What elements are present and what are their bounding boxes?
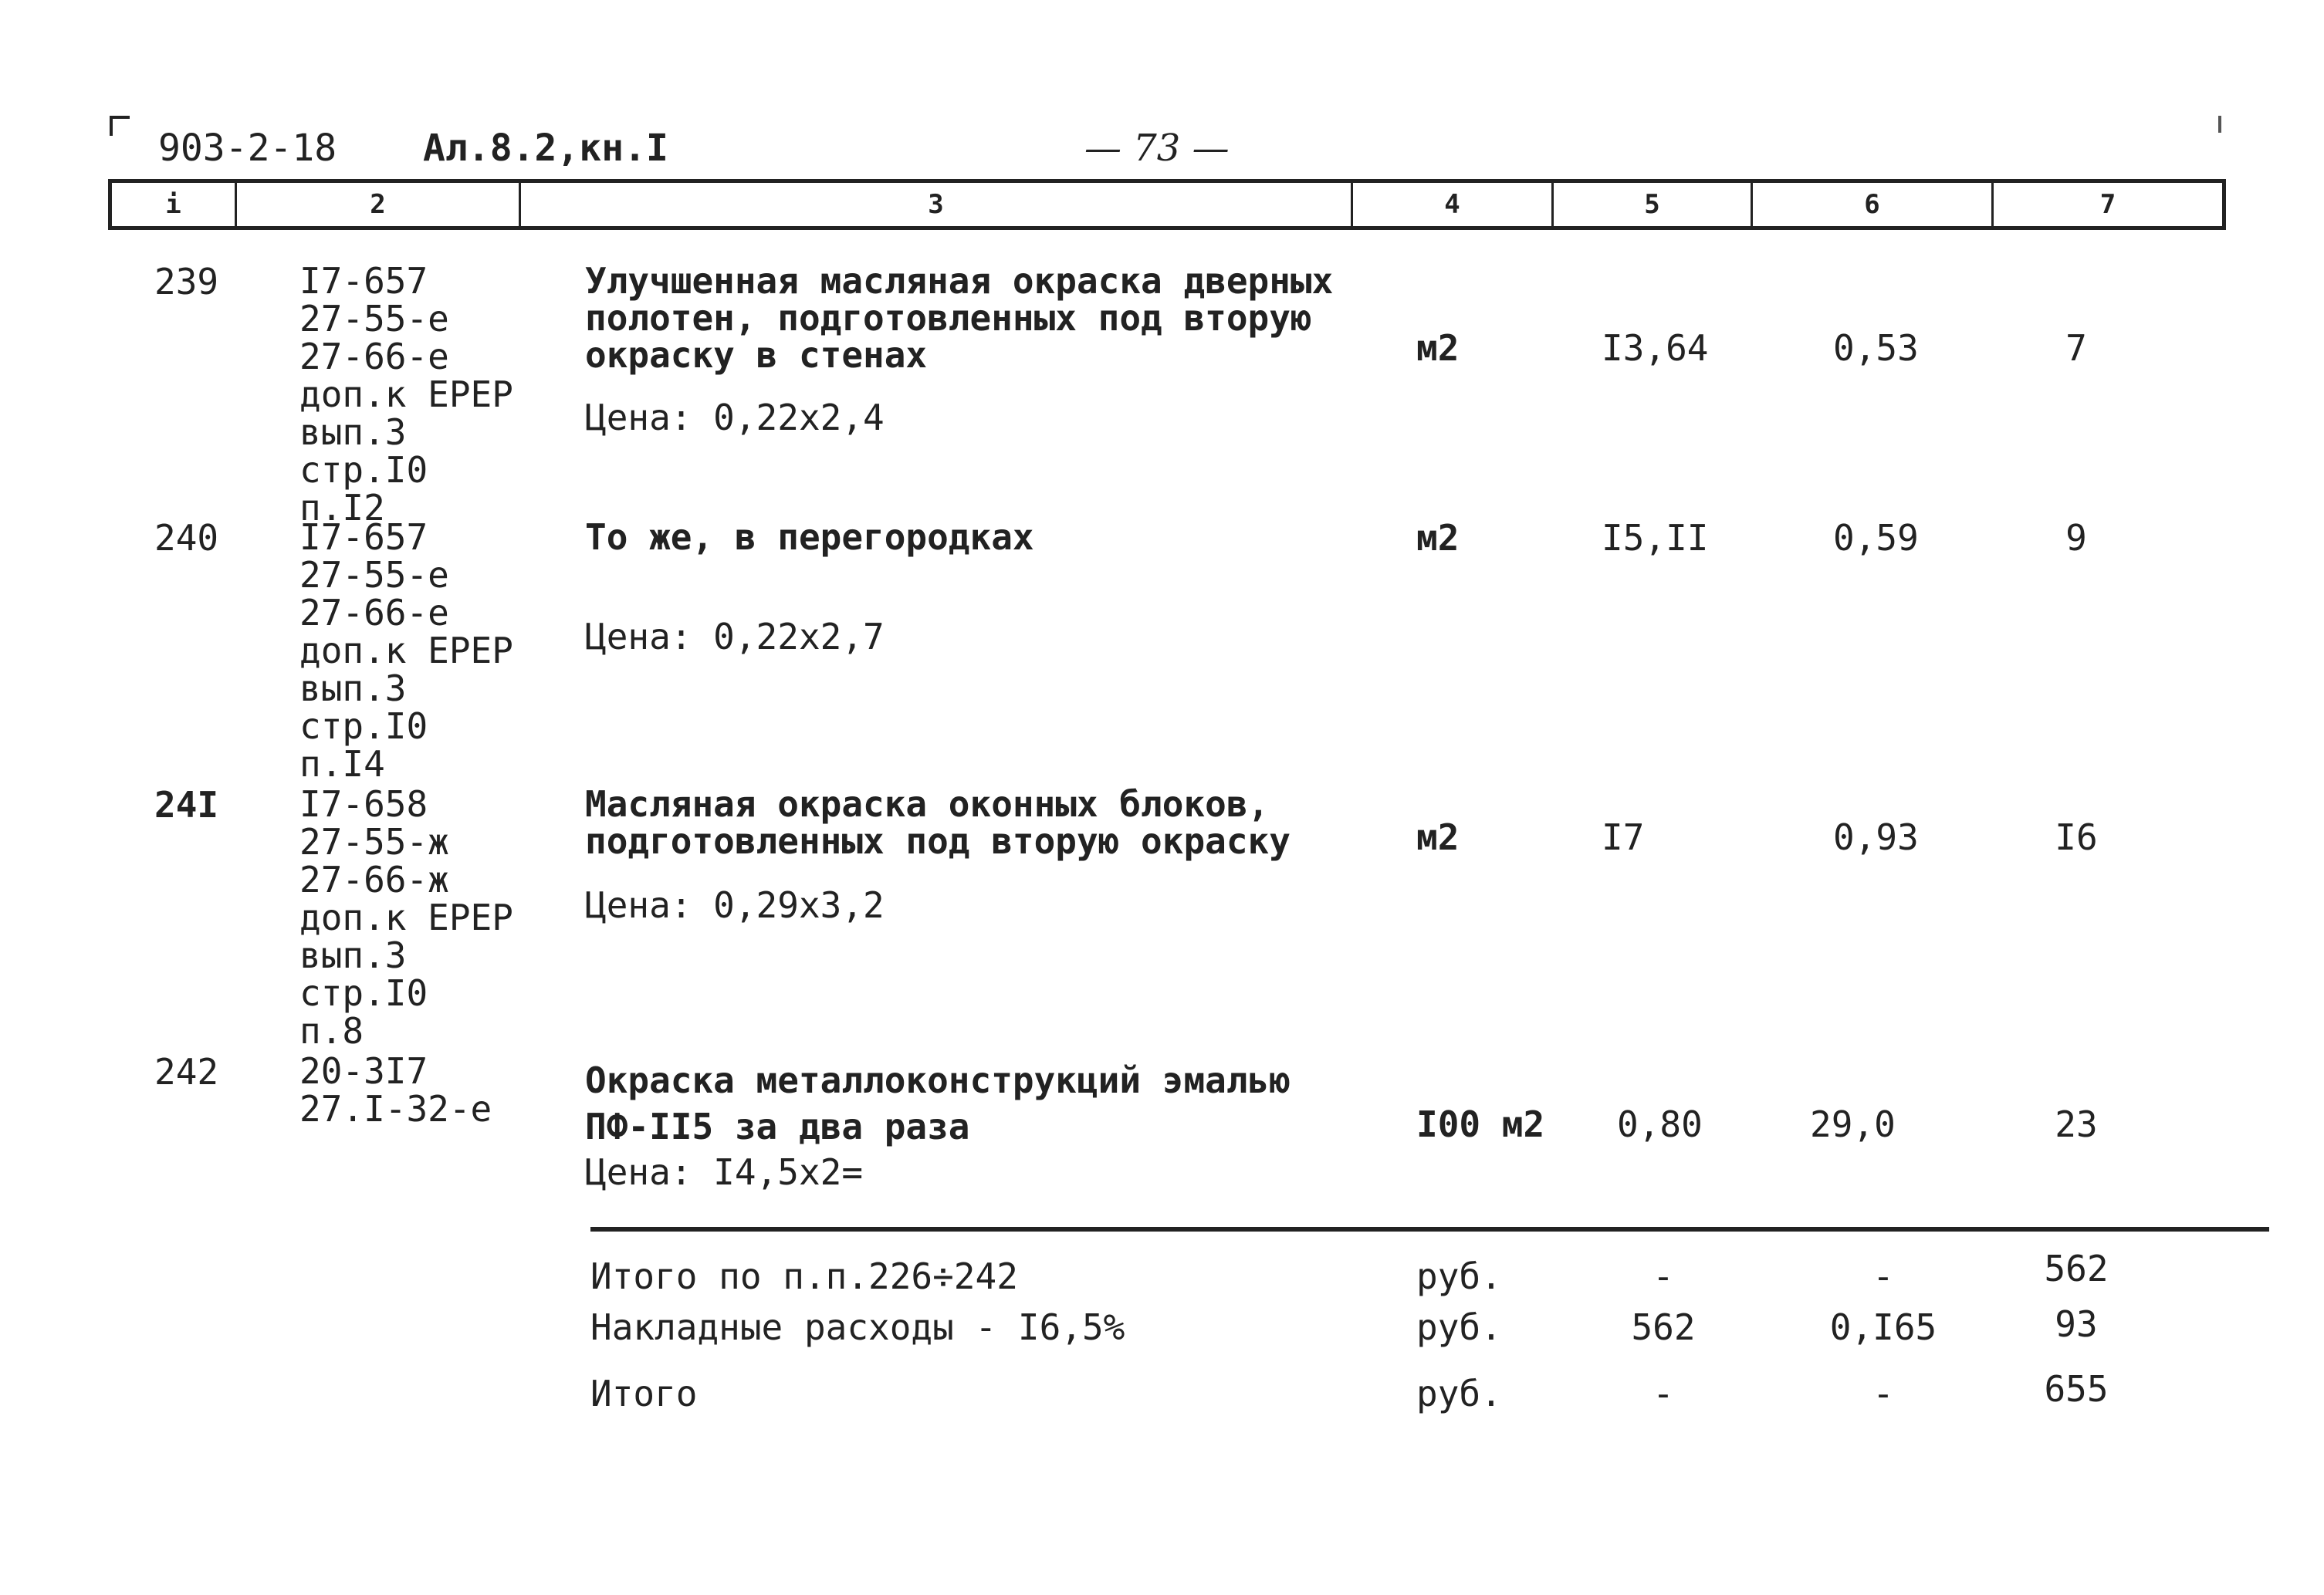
- row-total: 9: [2065, 517, 2087, 559]
- row-price: Цена: I4,5х2=: [585, 1151, 864, 1193]
- row-quantity: I5,II: [1602, 517, 1709, 559]
- column-header-2: 2: [237, 183, 521, 226]
- row-number: 24I: [154, 784, 219, 826]
- row-unit-cost: 0,59: [1833, 517, 1919, 559]
- row-unit: м2: [1416, 816, 1460, 858]
- description-line: Улучшенная масляная окраска дверных: [585, 260, 1334, 302]
- totals-label: Накладные расходы - I6,5%: [590, 1306, 1125, 1348]
- row-number: 242: [154, 1051, 219, 1093]
- reference-line: доп.к ЕРЕР: [299, 630, 513, 671]
- description-line: Масляная окраска оконных блоков,: [585, 783, 1270, 825]
- totals-rate: 0,I65: [1829, 1306, 1937, 1348]
- totals-sum: 562: [2044, 1248, 2109, 1289]
- row-description: [585, 783, 1291, 862]
- reference-line: 27.I-32-е: [299, 1088, 492, 1130]
- reference-line: п.I4: [299, 743, 385, 785]
- reference-line: стр.I0: [299, 449, 428, 491]
- reference-line: 27-55-е: [299, 554, 449, 596]
- row-quantity: 0,80: [1617, 1103, 1703, 1145]
- row-unit-cost: 29,0: [1810, 1103, 1896, 1145]
- totals-row: [0, 1303, 2324, 1349]
- row-unit-cost: 0,53: [1833, 327, 1919, 369]
- row-total: 23: [2055, 1103, 2098, 1145]
- column-header-4: 4: [1353, 183, 1554, 226]
- row-price: Цена: 0,29х3,2: [585, 884, 885, 926]
- row-number: 239: [154, 261, 219, 302]
- corner-mark-left: [110, 116, 130, 136]
- row-unit-cost: 0,93: [1833, 816, 1919, 858]
- reference-line: вып.3: [299, 411, 407, 453]
- totals-row: [0, 1368, 2324, 1415]
- corner-mark-right: [2218, 116, 2221, 133]
- description-line: подготовленных под вторую окраску: [585, 820, 1291, 862]
- totals-label: Итого по п.п.226÷242: [590, 1255, 1018, 1297]
- reference-line: вып.3: [299, 934, 407, 976]
- row-total: 7: [2065, 327, 2087, 369]
- reference-line: стр.I0: [299, 972, 428, 1014]
- description-line: Окраска металлоконструкций эмалью: [585, 1059, 1291, 1101]
- column-header-row: [108, 179, 2226, 230]
- row-references: [299, 262, 513, 527]
- totals-rate: -: [1872, 1373, 1894, 1414]
- row-description: [585, 260, 1334, 376]
- column-header-1: i: [112, 183, 237, 226]
- row-references: [299, 1050, 492, 1130]
- totals-sum: 655: [2044, 1368, 2109, 1410]
- reference-line: I7-657: [299, 516, 428, 558]
- totals-unit: руб.: [1416, 1255, 1502, 1297]
- reference-line: 27-55-е: [299, 298, 449, 340]
- row-quantity: I7: [1602, 816, 1645, 858]
- reference-line: I7-657: [299, 260, 428, 302]
- reference-line: вып.3: [299, 667, 407, 709]
- description-line: окраску в стенах: [585, 334, 928, 376]
- column-header-7: 7: [2099, 189, 2116, 220]
- reference-line: 27-66-ж: [299, 859, 449, 901]
- totals-row: [0, 1248, 2324, 1298]
- description-line: То же, в перегородках: [585, 516, 1034, 558]
- row-price: Цена: 0,22х2,4: [585, 397, 885, 438]
- totals-quantity: -: [1653, 1373, 1674, 1414]
- row-description: [585, 1057, 1291, 1150]
- row-references: [299, 516, 513, 785]
- reference-line: 20-3I7: [299, 1050, 428, 1092]
- totals-rate: -: [1872, 1255, 1894, 1297]
- reference-line: доп.к ЕРЕР: [299, 897, 513, 938]
- totals-quantity: 562: [1631, 1306, 1696, 1348]
- description-line: ПФ-II5 за два раза: [585, 1106, 970, 1147]
- reference-line: 27-66-е: [299, 592, 449, 634]
- row-number: 240: [154, 517, 219, 559]
- reference-line: 27-66-е: [299, 336, 449, 377]
- row-description: [585, 516, 1034, 558]
- reference-line: 27-55-ж: [299, 821, 449, 863]
- reference-line: стр.I0: [299, 705, 428, 747]
- row-unit: м2: [1416, 517, 1460, 559]
- totals-unit: руб.: [1416, 1373, 1502, 1414]
- page-number: — 73 —: [1084, 127, 1230, 170]
- totals-quantity: -: [1653, 1255, 1674, 1297]
- reference-line: п.8: [299, 1010, 364, 1052]
- row-unit: м2: [1416, 327, 1460, 369]
- reference-line: I7-658: [299, 783, 428, 825]
- totals-sum: 93: [2055, 1303, 2098, 1345]
- totals-divider: [590, 1227, 2269, 1232]
- totals-label: Итого: [590, 1373, 698, 1414]
- row-price: Цена: 0,22х2,7: [585, 616, 885, 657]
- description-line: полотен, подготовленных под вторую: [585, 297, 1312, 339]
- project-code: 903-2-18: [158, 127, 337, 170]
- column-header-5: 5: [1554, 183, 1753, 226]
- reference-line: доп.к ЕРЕР: [299, 373, 513, 415]
- column-header-6: 6: [1753, 183, 1994, 226]
- column-header-3: 3: [521, 183, 1353, 226]
- row-unit: I00 м2: [1416, 1103, 1545, 1145]
- reference-line: п.I2: [299, 487, 385, 529]
- row-quantity: I3,64: [1602, 327, 1709, 369]
- row-total: I6: [2055, 816, 2098, 858]
- album-reference: Ал.8.2,кн.I: [423, 127, 668, 170]
- totals-unit: руб.: [1416, 1306, 1502, 1348]
- row-references: [299, 783, 513, 1052]
